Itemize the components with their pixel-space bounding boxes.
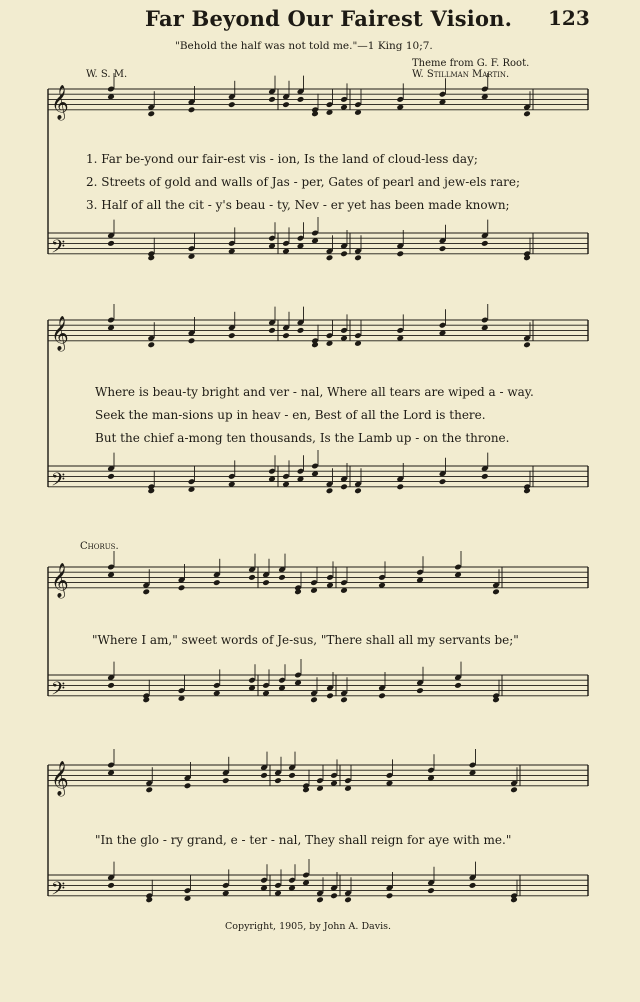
- author-initials: W. S. M.: [86, 69, 128, 80]
- note-head: [297, 327, 305, 334]
- note-head: [354, 487, 362, 494]
- note-head: [274, 777, 282, 784]
- hymn-title: Far Beyond Our Fairest Vision.: [145, 6, 513, 31]
- note-head: [326, 692, 334, 699]
- chorus-line-2: "In the glo - ry grand, e - ter - nal, They shall reign for aye with me.": [95, 833, 512, 847]
- bass-clef: 𝄢: [51, 878, 66, 904]
- note-head: [260, 772, 268, 779]
- verse-2-line-1: 2. Streets of gold and walls of Jas - per, Gates of pearl and jew-els rare;: [86, 175, 520, 189]
- verse-2-line-2: Seek the man-sions up in heav - en, Best of all the Lord is there.: [95, 408, 486, 422]
- note-head: [213, 579, 221, 586]
- note-head: [310, 696, 318, 703]
- treble-clef: 𝄞: [51, 84, 69, 120]
- note-head: [262, 579, 270, 586]
- note-head: [439, 478, 447, 485]
- chorus-line-1: "Where I am," sweet words of Je-sus, "There shall all my servants be;": [92, 633, 519, 647]
- note-head: [386, 892, 394, 899]
- note-head: [439, 245, 447, 252]
- treble-clef: 𝄞: [51, 760, 69, 796]
- note-head: [340, 483, 348, 490]
- note-head: [454, 682, 462, 689]
- note-head: [523, 341, 531, 348]
- page-number: 123: [548, 6, 590, 30]
- composer-credit: W. Stillman Martin.: [412, 69, 510, 80]
- note-head: [268, 327, 276, 334]
- note-head: [147, 341, 155, 348]
- verse-3-line-1: 3. Half of all the cit - y's beau - ty, Nev - er yet has been made known;: [86, 198, 510, 212]
- verse-3-line-2: But the chief a-mong ten thousands, Is the Lamb up - on the throne.: [95, 431, 510, 445]
- chorus-label: Chorus.: [80, 541, 119, 552]
- note-head: [107, 240, 115, 247]
- note-head: [396, 483, 404, 490]
- note-head: [282, 101, 290, 108]
- treble-clef: 𝄞: [51, 315, 69, 351]
- bass-clef: 𝄢: [51, 678, 66, 704]
- copyright-notice: Copyright, 1905, by John A. Davis.: [225, 921, 392, 932]
- note-head: [145, 786, 153, 793]
- note-head: [147, 110, 155, 117]
- note-head: [481, 240, 489, 247]
- note-head: [510, 786, 518, 793]
- note-head: [222, 777, 230, 784]
- treble-clef: 𝄞: [51, 562, 69, 598]
- scripture-reference: "Behold the half was not told me."—1 King 10;7.: [175, 40, 433, 52]
- note-head: [492, 588, 500, 595]
- note-head: [228, 101, 236, 108]
- note-head: [523, 110, 531, 117]
- note-head: [344, 896, 352, 903]
- note-head: [278, 574, 286, 581]
- note-head: [326, 254, 334, 261]
- note-head: [396, 250, 404, 257]
- note-head: [340, 696, 348, 703]
- note-head: [228, 332, 236, 339]
- note-head: [107, 682, 115, 689]
- bass-clef: 𝄢: [51, 469, 66, 495]
- note-head: [288, 772, 296, 779]
- note-head: [330, 892, 338, 899]
- note-head: [378, 692, 386, 699]
- note-head: [268, 96, 276, 103]
- note-head: [184, 782, 192, 789]
- note-head: [354, 254, 362, 261]
- note-head: [282, 332, 290, 339]
- note-head: [248, 574, 256, 581]
- note-head: [297, 96, 305, 103]
- note-head: [481, 473, 489, 480]
- note-head: [427, 887, 435, 894]
- note-head: [316, 896, 324, 903]
- note-head: [107, 882, 115, 889]
- note-head: [178, 584, 186, 591]
- note-head: [340, 250, 348, 257]
- note-head: [188, 337, 196, 344]
- note-head: [107, 473, 115, 480]
- note-head: [188, 106, 196, 113]
- theme-credit: Theme from G. F. Root.: [412, 58, 530, 69]
- verse-1-line-2: Where is beau-ty bright and ver - nal, Where all tears are wiped a - way.: [95, 385, 534, 399]
- bass-clef: 𝄢: [51, 236, 66, 262]
- note-head: [469, 882, 477, 889]
- note-head: [416, 687, 424, 694]
- note-head: [142, 588, 150, 595]
- note-head: [326, 487, 334, 494]
- verse-1-line-1: 1. Far be-yond our fair-est vis - ion, Is the land of cloud-less day;: [86, 152, 478, 166]
